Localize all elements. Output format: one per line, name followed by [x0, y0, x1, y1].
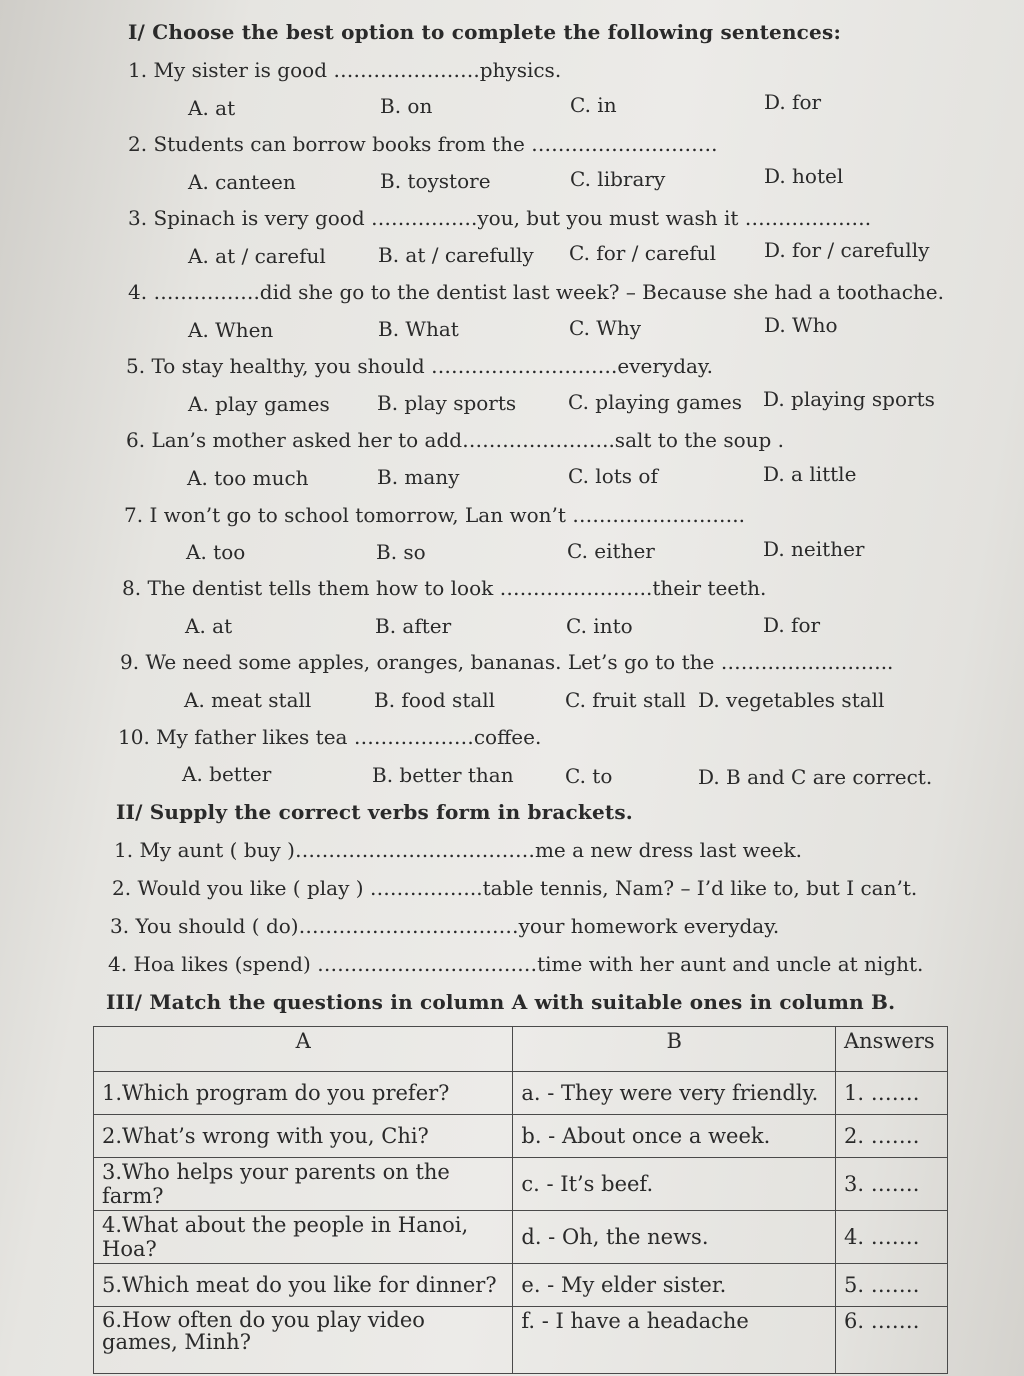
question-text: 9. We need some apples, oranges, bananas. Let’s go to the …………………….. [120, 650, 894, 674]
question-text: 7. I won’t go to school tomorrow, Lan won’t …………………….. [124, 503, 745, 527]
question-cell: 3.Who helps your parents on the farm? [94, 1158, 513, 1211]
verb-item-2: 2. Would you like ( play ) ……………..table tennis, Nam? – I’d like to, but I can’t. [112, 876, 918, 900]
column-b-header: B [513, 1027, 836, 1072]
option-c: C. into [566, 614, 633, 638]
option-b: B. food stall [374, 688, 496, 712]
option-d: D. for / carefully [764, 238, 930, 262]
question-text: 3. Spinach is very good …………….you, but you must wash it ………………. [128, 206, 872, 230]
response-cell: d. - Oh, the news. [513, 1211, 836, 1264]
option-c: C. fruit stall [565, 688, 686, 712]
question-text: 4. …………….did she go to the dentist last week? – Because she had a toothache. [128, 280, 944, 304]
verb-item-1: 1. My aunt ( buy )………………………………me a new dress last week. [114, 838, 802, 862]
option-d: D. hotel [764, 164, 844, 188]
option-b: B. better than [372, 763, 514, 787]
section-2-title: II/ Supply the correct verbs form in brackets. [116, 800, 633, 824]
answer-blank[interactable]: 2. ……. [835, 1115, 947, 1158]
response-cell: b. - About once a week. [513, 1115, 836, 1158]
option-d: D. B and C are correct. [698, 765, 933, 789]
section-1-title: I/ Choose the best option to complete the following sentences: [128, 20, 842, 44]
option-d: D. vegetables stall [698, 688, 885, 712]
table-row [94, 1072, 948, 1115]
option-c: C. either [567, 539, 655, 563]
option-d: D. neither [763, 537, 865, 561]
option-a: A. at [185, 614, 233, 638]
option-a: A. at [188, 96, 236, 120]
question-text: 8. The dentist tells them how to look …………………..their teeth. [122, 576, 767, 600]
question-cell: 2.What’s wrong with you, Chi? [94, 1115, 513, 1158]
answer-blank[interactable]: 3. ……. [835, 1158, 947, 1211]
option-c: C. library [570, 167, 666, 191]
option-c: C. to [565, 764, 613, 788]
response-cell: c. - It’s beef. [513, 1158, 836, 1211]
verb-item-3: 3. You should ( do)……………………………your homework everyday. [110, 914, 780, 938]
answer-blank[interactable]: 4. ……. [835, 1211, 947, 1264]
option-d: D. a little [763, 462, 857, 486]
option-b: B. play sports [377, 391, 517, 415]
option-d: D. for [764, 90, 822, 114]
option-a: A. too much [187, 466, 309, 490]
option-c: C. for / careful [569, 241, 716, 265]
question-cell: 6.How often do you play video games, Minh? [94, 1307, 513, 1374]
option-b: B. toystore [380, 169, 491, 193]
option-b: B. at / carefully [378, 243, 534, 267]
option-d: D. Who [764, 313, 838, 337]
question-text: 6. Lan’s mother asked her to add…………………..salt to the soup . [126, 428, 785, 452]
verb-item-4: 4. Hoa likes (spend) ……………………………time with her aunt and uncle at night. [108, 952, 924, 976]
response-cell: f. - I have a headache [513, 1307, 836, 1374]
answer-blank[interactable]: 5. ……. [835, 1264, 947, 1307]
answers-header: Answers [835, 1027, 947, 1072]
option-b: B. after [375, 614, 452, 638]
option-a: A. at / careful [188, 244, 326, 268]
option-c: C. lots of [568, 464, 658, 488]
option-a: A. canteen [188, 170, 296, 194]
option-a: A. too [186, 540, 246, 564]
option-a: A. meat stall [184, 688, 312, 712]
question-text: 2. Students can borrow books from the ………………………. [128, 132, 718, 156]
answer-blank[interactable]: 6. ……. [835, 1307, 947, 1374]
table-header-row [94, 1027, 948, 1072]
table-row [94, 1211, 948, 1264]
answer-blank[interactable]: 1. ……. [835, 1072, 947, 1115]
question-text: 1. My sister is good ………………….physics. [128, 58, 562, 82]
option-b: B. on [380, 94, 433, 118]
section-3-title: III/ Match the questions in column A with suitable ones in column B. [106, 990, 896, 1014]
question-cell: 1.Which program do you prefer? [94, 1072, 513, 1115]
option-c: C. playing games [568, 390, 742, 414]
table-row [94, 1115, 948, 1158]
option-a: A. play games [188, 392, 330, 416]
option-c: C. Why [569, 316, 642, 340]
option-b: B. What [378, 317, 459, 341]
option-a: A. When [188, 318, 274, 342]
option-d: D. for [763, 613, 821, 637]
response-cell: e. - My elder sister. [513, 1264, 836, 1307]
question-cell: 5.Which meat do you like for dinner? [94, 1264, 513, 1307]
option-b: B. many [377, 465, 460, 489]
question-cell: 4.What about the people in Hanoi, Hoa? [94, 1211, 513, 1264]
question-text: 5. To stay healthy, you should ……………………….everyday. [126, 354, 713, 378]
table-row [94, 1158, 948, 1211]
response-cell: a. - They were very friendly. [513, 1072, 836, 1115]
question-text: 10. My father likes tea ………………coffee. [118, 725, 542, 749]
option-b: B. so [376, 540, 426, 564]
table-row [94, 1264, 948, 1307]
option-a: A. better [182, 762, 272, 786]
table-row [94, 1307, 948, 1374]
matching-table [93, 1026, 948, 1374]
column-a-header: A [94, 1027, 513, 1072]
option-d: D. playing sports [763, 387, 935, 411]
option-c: C. in [570, 93, 617, 117]
